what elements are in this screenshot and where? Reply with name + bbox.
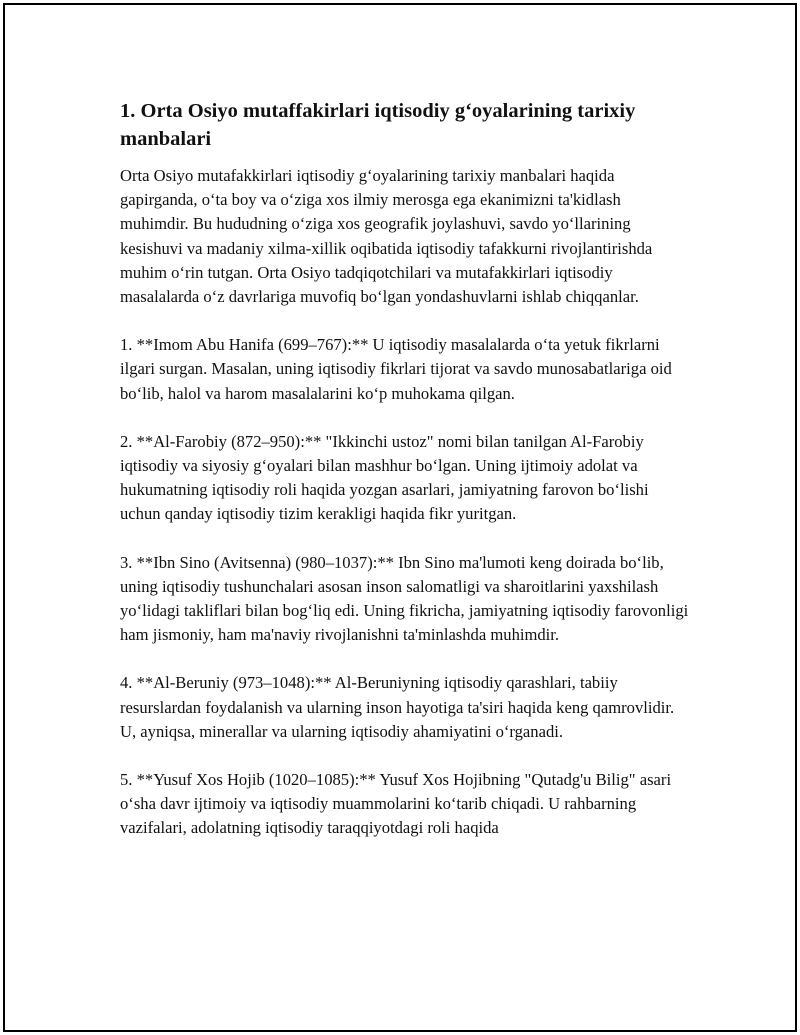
document-title: 1. Orta Osiyo mutaffakirlari iqtisodiy g‘oyalarining tarixiy manbalari: [120, 100, 636, 150]
document-page: [3, 3, 797, 1032]
paragraph-ibn-sino: 3. **Ibn Sino (Avitsenna) (980–1037):** Ibn Sino ma'lumoti keng doirada bo‘lib, uning iqtisodiy tushunchalari asosan inson salomatligi va sharoitlarini yaxshilash yo‘lidagi takliflari bilan bog‘liq edi. Uning fikricha, jamiyatning iqtisodiy farovonligi ham jismoniy, ham ma'naviy rivojlanishni ta'minlashda muhimdir.: [120, 552, 689, 645]
intro-paragraph: Orta Osiyo mutafakkirlari iqtisodiy g‘oyalarining tarixiy manbalari haqida gapirganda, o‘ta boy va o‘ziga xos ilmiy merosga ega ekanimizni ta'kidlash muhimdir. Bu hududning o‘ziga xos geografik joylashuvi, savdo yo‘llarining kesishuvi va madaniy xilma-xillik oqibatida iqtisodiy tafakkurni rivojlantirishda muhim o‘rin tutgan. Orta Osiyo tadqiqotchilari va mutafakkirlari iqtisodiy masalalarda o‘z davrlariga muvofiq bo‘lgan yondashuvlarni ishlab chiqqanlar.: [120, 166, 653, 307]
document-content: [120, 97, 692, 865]
paragraph-yusuf-xos-hojib: 5. **Yusuf Xos Hojib (1020–1085):** Yusuf Xos Hojibning "Qutadg'u Bilig" asari o‘sha davr ijtimoiy va iqtisodiy muammolarini ko‘tarib chiqadi. U rahbarning vazifalari, adolatning iqtisodiy taraqqiyotdagi roli haqida: [120, 770, 672, 838]
paragraph-al-beruniy: 4. **Al-Beruniy (973–1048):** Al-Beruniyning iqtisodiy qarashlari, tabiiy resurslardan foydalanish va ularning inson hayotiga ta'siri haqida keng qamrovlidir. U, ayniqsa, minerallar va ularning iqtisodiy ahamiyatini o‘rganadi.: [120, 673, 675, 741]
paragraph-abu-hanifa: 1. **Imom Abu Hanifa (699–767):** U iqtisodiy masalalarda o‘ta yetuk fikrlarni ilgari surgan. Masalan, uning iqtisodiy fikrlari tijorat va savdo munosabatlariga oid bo‘lib, halol va harom masalalarini ko‘p muhokama qilgan.: [120, 335, 672, 403]
paragraph-al-farobiy: 2. **Al-Farobiy (872–950):** "Ikkinchi ustoz" nomi bilan tanilgan Al-Farobiy iqtisodiy va siyosiy g‘oyalari bilan mashhur bo‘lgan. Uning ijtimoiy adolat va hukumatning iqtisodiy roli haqida yozgan asarlari, jamiyatning farovon bo‘lishi uchun qanday iqtisodiy tizim kerakligi haqida fikr yuritgan.: [120, 431, 649, 524]
